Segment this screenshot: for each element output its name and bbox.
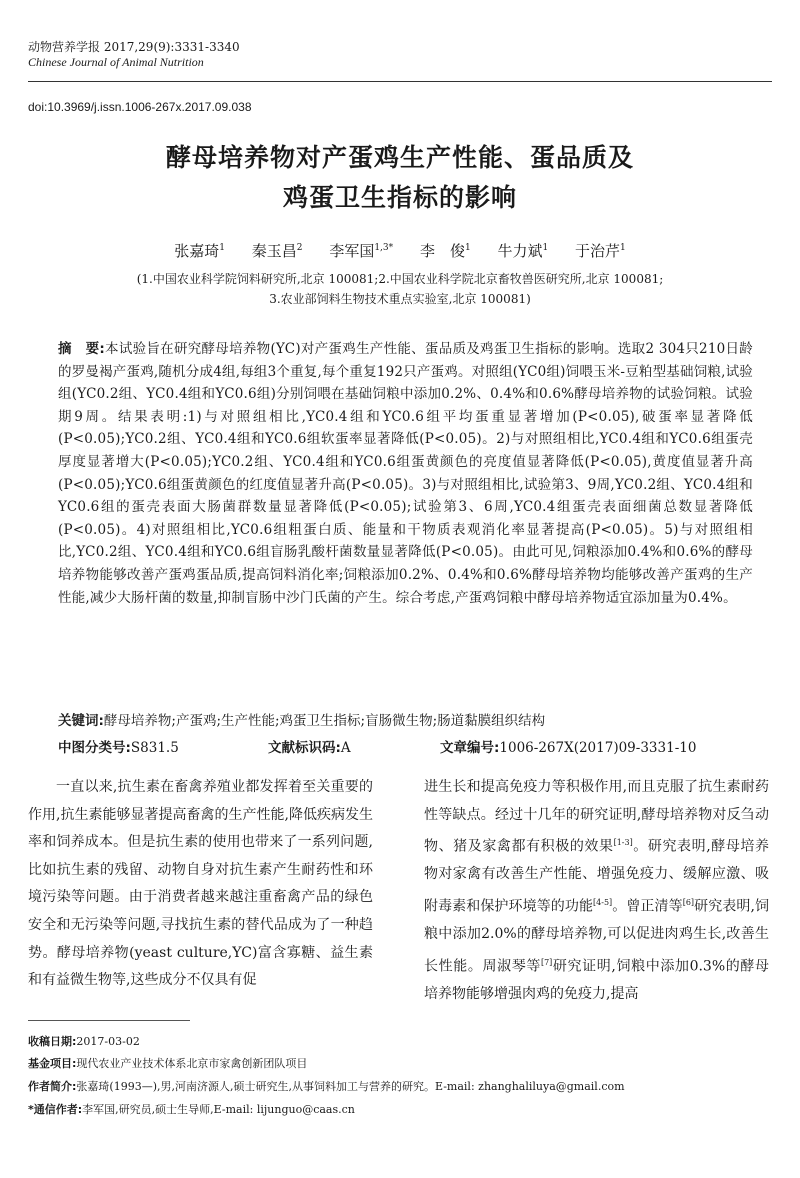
citation: [4-5] [593,898,613,908]
footnote-divider [28,1020,190,1021]
author-list [0,240,800,261]
footnote-author-bio: 作者简介:张嘉琦(1993—),男,河南济源人,硕士研究生,从事饲料加工与营养的研究。E-mail: zhanghaliluya@gmail.com [28,1080,625,1093]
body-column-right [424,774,769,1009]
footnote-funding: 基金项目:现代农业产业技术体系北京市家禽创新团队项目 [28,1057,308,1070]
footnote-received: 收稿日期:2017-03-02 [28,1035,140,1048]
body-column-left [28,774,373,995]
affiliation-line-2: 3.农业部饲料生物技术重点实验室,北京 100081) [269,292,531,306]
citation: [1-3] [613,838,633,848]
author: 秦玉昌$^2$ [251,242,303,260]
author: 李 俊$^1$ [419,242,471,260]
keywords-label: 关键词: [58,713,104,729]
body-paragraph: 一直以来,抗生素在畜禽养殖业都发挥着至关重要的作用,抗生素能够显著提高畜禽的生产性能,降低疾病发生率和饲养成本。但是抗生素的使用也带来了一系列问题,比如抗生素的残留、动物自身对抗生素产生耐药性和环境污染等问题。由于消费者越来越注重畜禽产品的绿色安全和无污染等问题,寻找抗生素的替代品成为了一种趋势。酵母培养物(yeast culture,YC)富含寡糖、益生素和有益微生物等,这些成分不仅具有促 [28,779,373,989]
affiliation-line-1: (1.中国农业科学院饲料研究所,北京 100081;2.中国农业科学院北京畜牧兽医研究所,北京 100081; [136,272,664,286]
journal-citation-cn: 动物营养学报 2017,29(9):3331-3340 [28,40,240,54]
clc-number: 中图分类号:S831.5 [58,740,179,756]
abstract [58,338,753,609]
abstract-text: 本试验旨在研究酵母培养物(YC)对产蛋鸡生产性能、蛋品质及鸡蛋卫生指标的影响。选取2 304只210日龄的罗曼褐产蛋鸡,随机分成4组,每组3个重复,每个重复192只产蛋鸡。对照组(YC0组)饲喂玉米-豆粕型基础饲粮,试验组(YC0.2组、YC0.4组和YC0.6组)分别饲喂在基础饲粮中添加0.2%、0.4%和0.6%酵母培养物的试验饲粮。试验期9周。结果表明:1)与对照组相比,YC0.4组和YC0.6组平均蛋重显著增加(P<0.05),破蛋率显著降低(P<0.05);YC0.2组、YC0.4组和YC0.6组软蛋率显著降低(P<0.05)。2)与对照组相比,YC0.4组和YC0.6组蛋壳厚度显著增大(P<0.05);YC0.2组、YC0.4组和YC0.6组蛋黄颜色的亮度值显著降低(P<0.05),黄度值显著升高(P<0.05);YC0.6组蛋黄颜色的红度值显著升高(P<0.05)。3)与对照组相比,试验第3、9周,YC0.2组、YC0.4组和YC0.6组的蛋壳表面大肠菌群数量显著降低(P<0.05);试验第3、6周,YC0.4组蛋壳表面细菌总数显著降低(P<0.05)。4)对照组相比,YC0.6组粗蛋白质、能量和干物质表观消化率显著提高(P<0.05)。5)与对照组相比,YC0.2组、YC0.4组和YC0.6组盲肠乳酸杆菌数量显著降低(P<0.05)。由此可见,饲粮添加0.4%和0.6%的酵母培养物能够改善产蛋鸡蛋品质,提高饲料消化率;饲粮添加0.2%、0.4%和0.6%酵母培养物均能够改善产蛋鸡的生产性能,减少大肠杆菌的数量,抑制盲肠中沙门氏菌的产生。综合考虑,产蛋鸡饲粮中酵母培养物适宜添加量为0.4%。 [58,341,753,606]
citation: [7] [540,957,553,967]
author: 于治芹$^1$ [575,242,626,260]
keywords [58,709,758,729]
author: 李军国$^{1,3*}$ [329,242,394,260]
journal-name-en: Chinese Journal of Animal Nutrition [28,55,204,69]
article-title-line-1: 酵母培养物对产蛋鸡生产性能、蛋品质及 [165,143,634,172]
doi: doi:10.3969/j.issn.1006-267x.2017.09.038 [28,100,252,114]
article-number: 文章编号:1006-267X(2017)09-3331-10 [440,740,697,756]
header-divider [28,81,772,82]
article-title-line-2: 鸡蛋卫生指标的影响 [282,183,517,212]
citation: [6] [682,898,695,908]
author: 牛力斌$^1$ [497,242,549,260]
author: 张嘉琦$^1$ [174,242,225,260]
footnote-corresponding-author: *通信作者:李军国,研究员,硕士生导师,E-mail: lijunguo@caas.cn [28,1103,355,1116]
document-code: 文献标识码:A [268,740,351,756]
keywords-text: 酵母培养物;产蛋鸡;生产性能;鸡蛋卫生指标;盲肠微生物;肠道黏膜组织结构 [103,713,546,729]
abstract-label: 摘 要: [58,341,105,357]
body-paragraph: 进生长和提高免疫力等积极作用,而且克服了抗生素耐药性等缺点。经过十几年的研究证明,酵母培养物对反刍动物、猪及家禽都有积极的效果[1-3]。研究表明,酵母培养物对家禽有改善生产性能、增强免疫力、缓解应激、吸附毒素和保护环境等的功能[4-5]。曾正清等[6]研究表明,饲粮中添加2.0%的酵母培养物,可以促进肉鸡生长,改善生长性能。周淑琴等[7]研究证明,饲粮中添加0.3%的酵母培养物能够增强肉鸡的免疫力,提高 [424,779,770,1003]
